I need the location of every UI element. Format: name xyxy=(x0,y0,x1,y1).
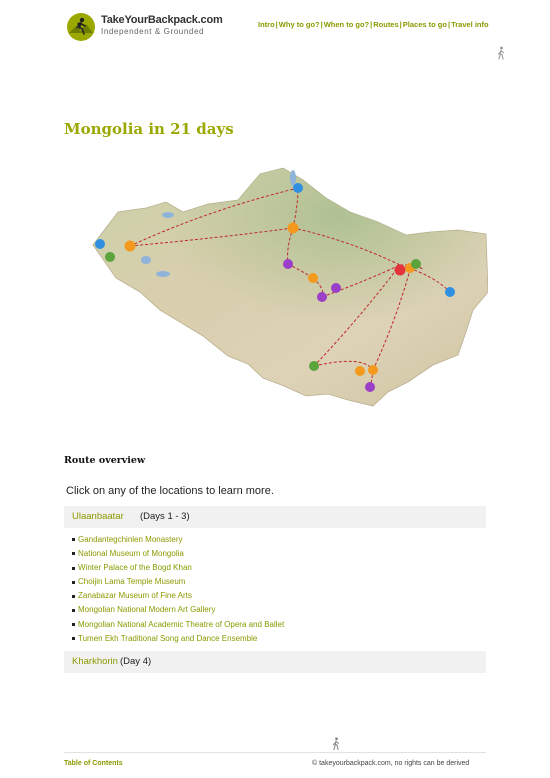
nav-separator: | xyxy=(320,20,323,29)
list-item[interactable] xyxy=(72,589,284,603)
footer-divider xyxy=(64,752,486,753)
lake xyxy=(141,256,151,264)
route-marker[interactable] xyxy=(411,259,421,269)
page-title: Mongolia in 21 days xyxy=(64,120,234,138)
list-item[interactable] xyxy=(72,561,284,575)
nav-routes[interactable]: Routes xyxy=(373,20,399,29)
table-of-contents-link[interactable]: Table of Contents xyxy=(64,760,123,767)
list-item[interactable] xyxy=(72,632,284,646)
stop-days: (Day 4) xyxy=(120,656,152,667)
nav-when-to-go[interactable]: When to go? xyxy=(323,20,370,29)
stop-row-kharkhorin[interactable] xyxy=(64,651,486,673)
lake xyxy=(156,271,170,277)
bullet xyxy=(72,623,75,626)
place-link[interactable]: Winter Palace of the Bogd Khan xyxy=(78,563,192,573)
place-link[interactable]: Gandantegchinlen Monastery xyxy=(78,535,183,544)
list-item[interactable] xyxy=(72,547,284,561)
route-marker[interactable] xyxy=(331,283,341,293)
hiker-icon xyxy=(496,46,506,60)
bullet xyxy=(72,538,75,541)
list-item[interactable] xyxy=(72,533,284,547)
route-marker[interactable] xyxy=(365,382,375,392)
list-item[interactable] xyxy=(72,603,284,617)
nav-intro[interactable]: Intro xyxy=(258,20,275,29)
copyright-notice: © takeyourbackpack.com, no rights can be derived xyxy=(312,760,470,767)
bullet xyxy=(72,637,75,640)
stop-link-kharkhorin[interactable]: Kharkhorin xyxy=(72,656,118,667)
nav-separator: | xyxy=(399,20,402,29)
stop-days: (Days 1 - 3) xyxy=(140,511,190,522)
list-item[interactable] xyxy=(72,575,284,589)
place-link[interactable]: Choijin Lama Temple Museum xyxy=(78,577,186,587)
bullet xyxy=(72,552,75,555)
hiker-icon xyxy=(331,737,341,750)
stop-row-ulaanbaatar[interactable] xyxy=(64,506,486,528)
top-navigation xyxy=(258,20,489,29)
route-overview-heading: Route overview xyxy=(64,455,146,466)
route-map[interactable] xyxy=(88,160,488,418)
route-marker[interactable] xyxy=(293,183,303,193)
stop-link-ulaanbaatar[interactable]: Ulaanbaatar xyxy=(72,511,124,522)
route-marker[interactable] xyxy=(395,265,406,276)
place-link[interactable]: Mongolian National Academic Theatre of Opera and Ballet xyxy=(78,619,285,629)
place-link[interactable]: Tumen Ekh Traditional Song and Dance Ensemble xyxy=(78,633,258,643)
place-link[interactable]: Zanabazar Museum of Fine Arts xyxy=(78,591,192,601)
nav-travel-info[interactable]: Travel info xyxy=(451,20,489,29)
place-link[interactable]: National Museum of Mongolia xyxy=(78,549,184,559)
route-marker[interactable] xyxy=(445,287,455,297)
forest-region xyxy=(93,168,488,406)
nav-separator: | xyxy=(447,20,451,29)
nav-separator: | xyxy=(370,20,373,29)
nav-places-to-go[interactable]: Places to go xyxy=(402,20,447,29)
lake xyxy=(290,170,296,186)
bullet xyxy=(72,567,75,570)
route-overview-intro: Click on any of the locations to learn more. xyxy=(66,485,274,497)
nav-separator: | xyxy=(275,20,278,29)
route-marker[interactable] xyxy=(317,292,327,302)
route-marker[interactable] xyxy=(368,365,378,375)
page-header xyxy=(0,0,550,50)
list-item[interactable] xyxy=(72,618,284,632)
brand-name[interactable]: TakeYourBackpack.com xyxy=(101,14,223,26)
bullet xyxy=(72,609,75,612)
logo-hiker-icon[interactable] xyxy=(66,12,96,42)
ulaanbaatar-places-list xyxy=(72,533,284,646)
route-marker[interactable] xyxy=(308,273,318,283)
route-marker[interactable] xyxy=(309,361,319,371)
route-marker[interactable] xyxy=(95,239,105,249)
bullet xyxy=(72,595,75,598)
lake xyxy=(162,212,174,218)
place-link[interactable]: Mongolian National Modern Art Gallery xyxy=(78,605,216,615)
route-marker[interactable] xyxy=(288,223,299,234)
route-marker[interactable] xyxy=(283,259,293,269)
bullet xyxy=(72,581,75,584)
nav-why-to-go[interactable]: Why to go? xyxy=(278,20,320,29)
brand-tagline: Independent & Grounded xyxy=(101,27,205,36)
route-marker[interactable] xyxy=(105,252,115,262)
route-marker[interactable] xyxy=(125,241,136,252)
route-marker[interactable] xyxy=(355,366,365,376)
